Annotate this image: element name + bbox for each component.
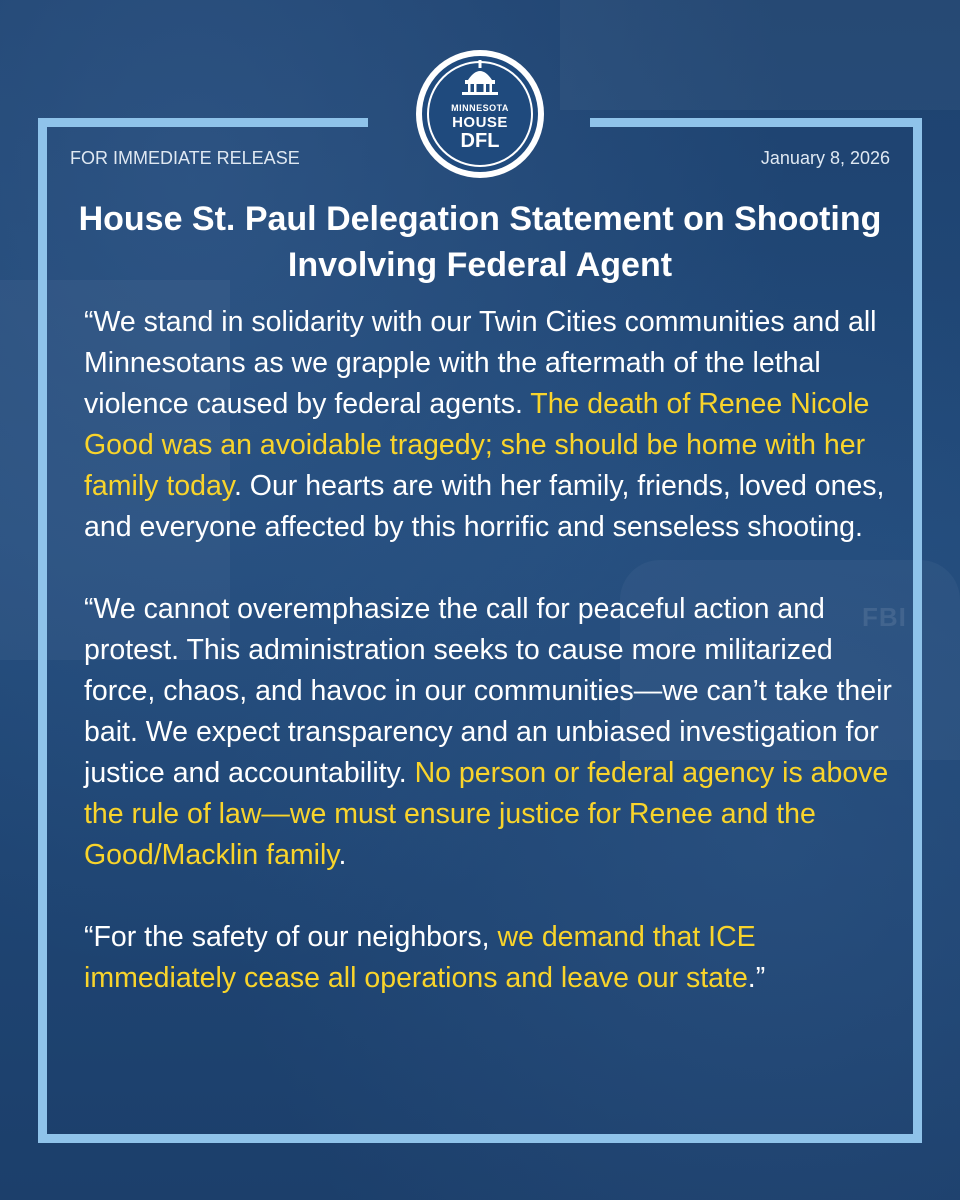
statement-paragraph-3: [84, 917, 899, 999]
paragraph-3-text-end: .”: [747, 962, 766, 994]
logo-line-dfl: DFL: [460, 129, 500, 152]
logo-line-minnesota: MINNESOTA: [451, 102, 509, 113]
statement-paragraph-2: [84, 589, 899, 876]
statement-title: [60, 196, 900, 288]
paragraph-1-text: “We stand in solidarity with our Twin Cities communities and all Minnesotans as we grapple with the aftermath of the lethal violence caused by federal agents.: [84, 306, 877, 420]
title-line-2: Involving Federal Agent: [287, 246, 673, 284]
logo-line-house: HOUSE: [452, 113, 508, 131]
logo-wordmark: [451, 104, 509, 151]
frame-left: [38, 118, 47, 1143]
paragraph-1-text-end: . Our hearts are with her family, friends, loved ones, and everyone affected by this horrific and senseless shooting.: [84, 470, 885, 543]
paragraph-3-highlight: we demand that ICE immediately cease all operations and leave our state: [84, 921, 756, 994]
frame-top-left: [38, 118, 368, 127]
paragraph-2-text-end: .: [338, 839, 347, 871]
paragraph-2-text: “We cannot overemphasize the call for peaceful action and protest. This administration seeks to cause more militarized force, chaos, and havoc in our communities—we can’t take their bait. We expect transparency and an unbiased investigation for justice and accountability.: [84, 593, 892, 789]
paragraph-1-highlight: The death of Renee Nicole Good was an avoidable tragedy; she should be home with her family today: [84, 388, 870, 502]
title-line-1: House St. Paul Delegation Statement on Shooting: [78, 200, 882, 238]
release-label: FOR IMMEDIATE RELEASE: [70, 148, 300, 168]
paragraph-3-text: “For the safety of our neighbors,: [84, 921, 498, 953]
frame-right: [913, 118, 922, 1143]
frame-bottom: [38, 1134, 922, 1143]
release-date: January 8, 2026: [760, 148, 890, 168]
paragraph-2-highlight: No person or federal agency is above the rule of law—we must ensure justice for Renee and the Good/Macklin family: [84, 757, 889, 871]
statement-body: [84, 302, 899, 999]
background-photo-shade: [560, 0, 960, 110]
background-fbi-text: FBI: [862, 602, 907, 632]
minnesota-house-dfl-logo: [416, 50, 544, 178]
statement-paragraph-1: [84, 302, 899, 548]
frame-top-right: [590, 118, 922, 127]
